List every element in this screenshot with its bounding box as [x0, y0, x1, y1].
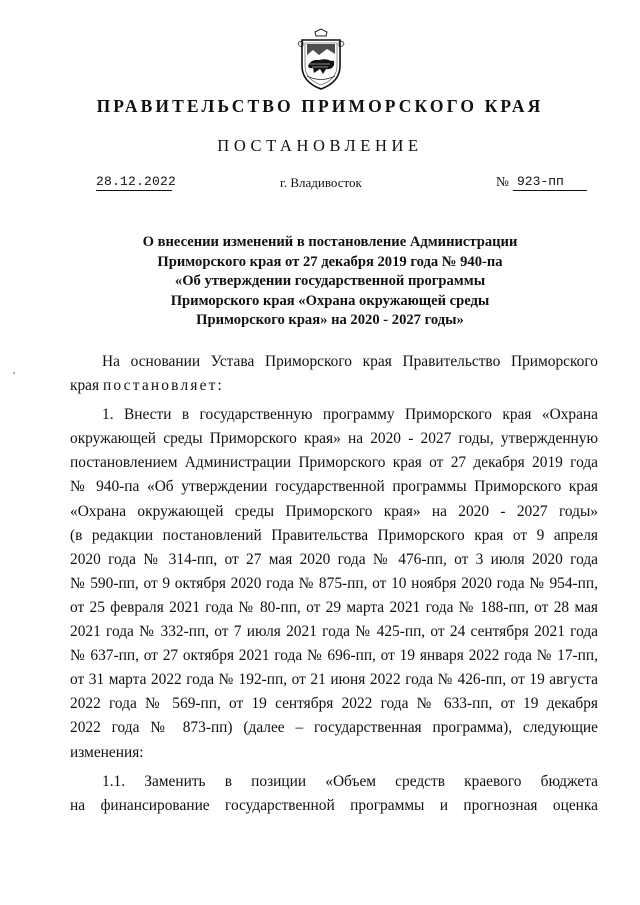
document-number: 923-пп [513, 174, 587, 191]
body-line: № 590-пп, от 9 октября 2020 года № 875-пп, от 10 ноября 2020 года № 954-пп, [70, 574, 598, 592]
subject-line: «Об утверждении государственной программы [174, 273, 486, 289]
document-subject [60, 233, 600, 331]
body-line: (в редакции постановлений Правительства Приморского края от 9 апреля [70, 526, 598, 544]
body-line: от 25 февраля 2021 года № 80-пп, от 29 марта 2021 года № 188-пп, от 28 мая [70, 598, 598, 616]
coat-of-arms-emblem [295, 28, 347, 92]
body-line: от 31 марта 2022 года № 192-пп, от 21 июня 2022 года № 426-пп, от 19 августа [70, 671, 598, 689]
body-line: изменения: [70, 743, 144, 761]
body-line [70, 374, 598, 398]
body-line: 2022 года № 569-пп, от 19 сентября 2022 года № 633-пп, от 19 декабря [70, 695, 598, 713]
document-type: ПОСТАНОВЛЕНИЕ [217, 136, 423, 155]
document-city: г. Владивосток [280, 175, 362, 190]
body-text: края [70, 377, 100, 395]
body-line: 2022 года № 873-пп) (далее – государственная программа), следующие [70, 719, 598, 737]
subject-line: Приморского края от 27 декабря 2019 года № 940-па [157, 253, 503, 270]
subject-line: Приморского края «Охрана окружающей среды [170, 292, 490, 309]
document-date: 28.12.2022 [96, 174, 177, 189]
body-line: «Охрана окружающей среды Приморского края» на 2020 - 2027 годы» [70, 502, 598, 520]
body-line: 2020 года № 314-пп, от 27 мая 2020 года № 476-пп, от 3 июля 2020 года [70, 550, 598, 568]
body-line: На основании Устава Приморского края Правительство Приморского [102, 353, 598, 370]
body-line: 2021 года № 332-пп, от 7 июля 2021 года № 425-пп, от 24 сентября 2021 года [70, 623, 598, 641]
decree-word: постановляет: [102, 377, 225, 395]
subject-line: О внесении изменений в постановление Администрации [142, 234, 518, 250]
government-title: ПРАВИТЕЛЬСТВО ПРИМОРСКОГО КРАЯ [96, 96, 544, 116]
body-line: № 940-па «Об утверждении государственной программы Приморского края [70, 478, 598, 496]
subject-line: Приморского края» на 2020 - 2027 годы» [196, 312, 464, 328]
document-number-label: № [496, 174, 509, 189]
body-line: 1.1. Заменить в позиции «Объем средств краевого бюджета [102, 772, 598, 790]
scan-speck [13, 372, 15, 374]
body-line: 1. Внести в государственную программу Приморского края «Охрана [102, 406, 598, 424]
document-body [70, 350, 598, 818]
body-line: № 637-пп, от 27 октября 2021 года № 696-пп, от 19 января 2022 года № 17-пп, [70, 647, 598, 665]
body-line: постановлением Администрации Приморского края от 27 декабря 2019 года [70, 454, 598, 472]
document-meta-row [0, 174, 640, 196]
body-line: на финансирование государственной программы и прогнозная оценка [70, 796, 598, 814]
body-line: окружающей среды Приморского края» на 2020 - 2027 годы, утвержденную [70, 430, 598, 448]
